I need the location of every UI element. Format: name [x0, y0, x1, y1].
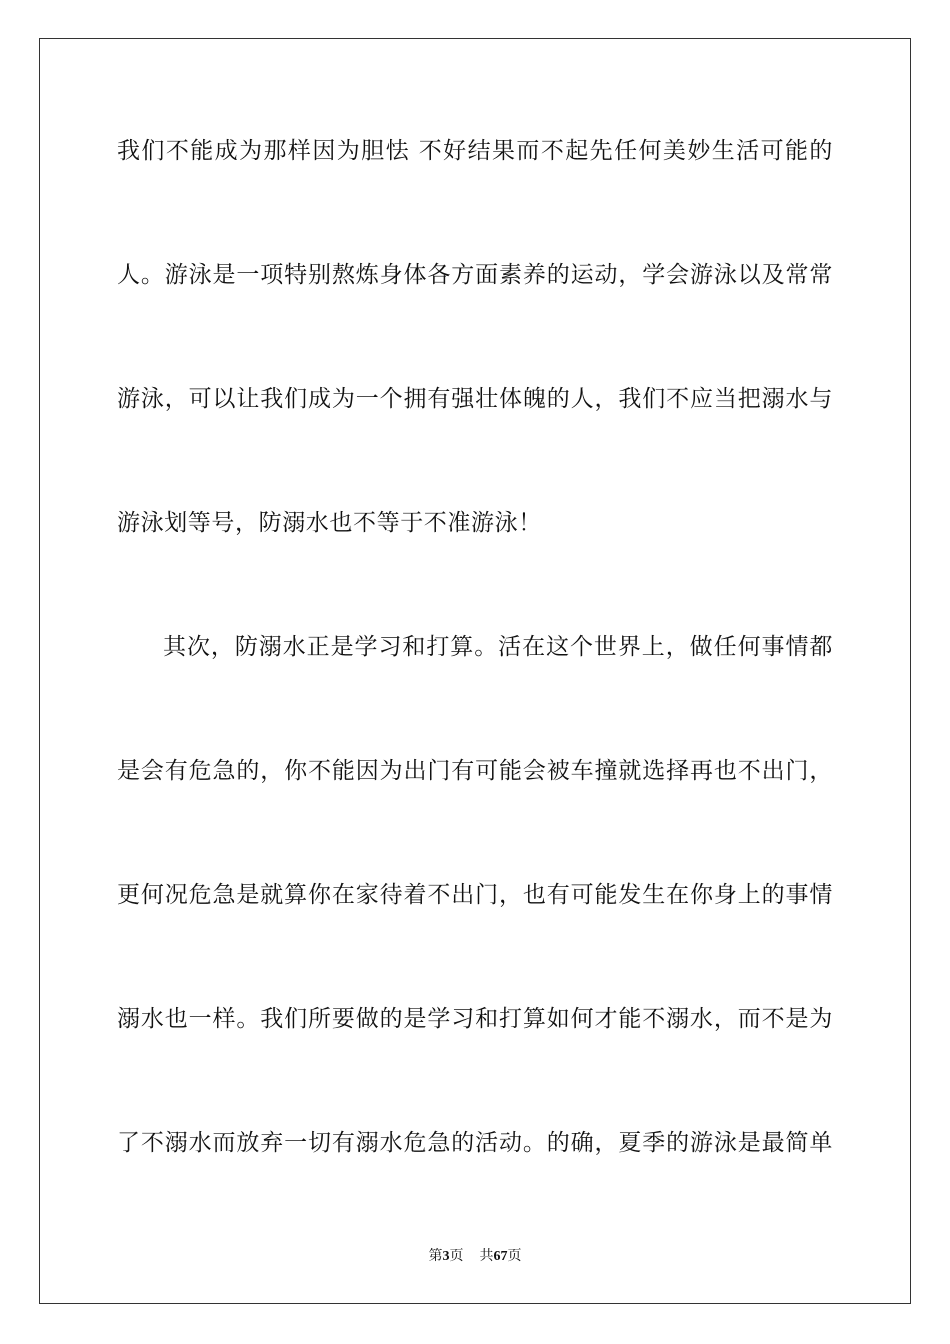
- text-line-5: 其次，防溺水正是学习和打算。活在这个世界上，做任何事情都: [163, 634, 833, 660]
- text-line-1: 我们不能成为那样因为胆怯 不好结果而不起先任何美妙生活可能的: [117, 138, 833, 164]
- total-pages: 67: [493, 1249, 508, 1264]
- text-line-9: 了不溺水而放弃一切有溺水危急的活动。的确，夏季的游泳是最简单: [117, 1130, 833, 1156]
- page-number: 3: [442, 1249, 450, 1264]
- page-frame: [39, 38, 911, 1304]
- text-line-4: 游泳划等号，防溺水也不等于不准游泳！: [117, 510, 542, 536]
- text-line-8: 溺水也一样。我们所要做的是学习和打算如何才能不溺水，而不是为: [117, 1006, 833, 1032]
- total-suffix: 页: [507, 1248, 522, 1264]
- text-line-7: 更何况危急是就算你在家待着不出门，也有可能发生在你身上的事情: [117, 882, 833, 908]
- page-suffix: 页: [449, 1248, 464, 1264]
- page-prefix: 第: [428, 1248, 443, 1264]
- total-prefix: 共: [479, 1248, 494, 1264]
- text-line-3: 游泳，可以让我们成为一个拥有强壮体魄的人，我们不应当把溺水与: [117, 386, 833, 412]
- text-line-6: 是会有危急的，你不能因为出门有可能会被车撞就选择再也不出门，: [117, 758, 833, 784]
- text-line-2: 人。游泳是一项特别熬炼身体各方面素养的运动，学会游泳以及常常: [117, 262, 833, 288]
- page-footer: [0, 1246, 950, 1267]
